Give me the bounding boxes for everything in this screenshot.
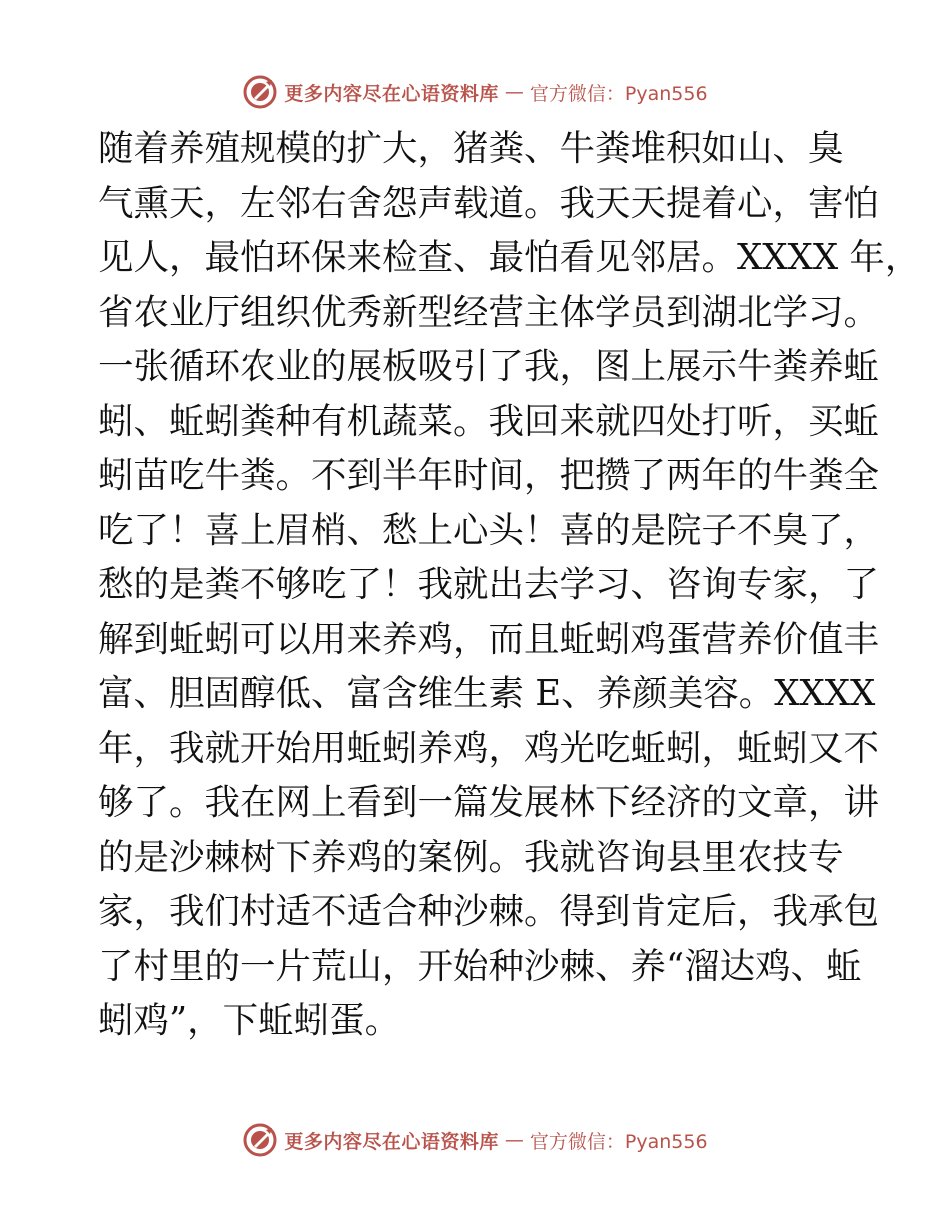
body-line: 解到蚯蚓可以用来养鸡，而且蚯蚓鸡蛋营养价值丰: [98, 618, 880, 660]
footer-separator: —: [504, 1129, 524, 1151]
header-brand-text: 更多内容尽在心语资料库: [284, 82, 499, 105]
header-wechat-text: 官方微信：Pyan556: [529, 82, 708, 105]
body-line: 家，我们村适不适合种沙棘。得到肯定后，我承包: [98, 891, 880, 932]
header-brand: [242, 74, 707, 110]
footer-brand-text: 更多内容尽在心语资料库: [284, 1130, 499, 1153]
header-separator: —: [504, 81, 524, 103]
body-line: 气熏天，左邻右舍怨声载道。我天天提着心，害怕: [98, 182, 880, 224]
body-line: 富、胆固醇低、富含维生素 E、养颜美容。XXXX: [98, 673, 876, 714]
page-footer: [0, 1120, 950, 1160]
body-line: 随着养殖规模的扩大，猪粪、牛粪堆积如山、臭: [98, 128, 844, 169]
document-body: [98, 122, 921, 1049]
body-line: 的是沙棘树下养鸡的案例。我就咨询县里农技专: [98, 836, 844, 878]
body-line: 蚓苗吃牛粪。不到半年时间，把攒了两年的牛粪全: [98, 455, 880, 496]
body-line: 了村里的一片荒山，开始种沙棘、养“溜达鸡、蚯: [98, 945, 862, 987]
footer-wechat-text: 官方微信：Pyan556: [529, 1130, 708, 1153]
body-line: 见人，最怕环保来检查、最怕看见邻居。XXXX 年，: [98, 237, 921, 278]
body-line: 愁的是粪不够吃了！我就出去学习、咨询专家，了: [98, 564, 880, 605]
body-line: 蚓鸡”，下蚯蚓蛋。: [98, 1000, 401, 1041]
page-header: [0, 72, 950, 112]
body-line: 一张循环农业的展板吸引了我，图上展示牛粪养蚯: [98, 346, 880, 387]
body-line: 吃了！喜上眉梢、愁上心头！喜的是院子不臭了，: [98, 509, 880, 551]
body-line: 够了。我在网上看到一篇发展林下经济的文章，讲: [98, 782, 880, 823]
body-line: 蚓、蚯蚓粪种有机蔬菜。我回来就四处打听，买蚯: [98, 400, 880, 442]
body-line: 年，我就开始用蚯蚓养鸡，鸡光吃蚯蚓，蚯蚓又不: [98, 727, 880, 769]
footer-brand: [242, 1122, 707, 1158]
logo-icon: [242, 1122, 278, 1158]
logo-icon: [242, 74, 278, 110]
body-line: 省农业厅组织优秀新型经营主体学员到湖北学习。: [98, 291, 880, 333]
